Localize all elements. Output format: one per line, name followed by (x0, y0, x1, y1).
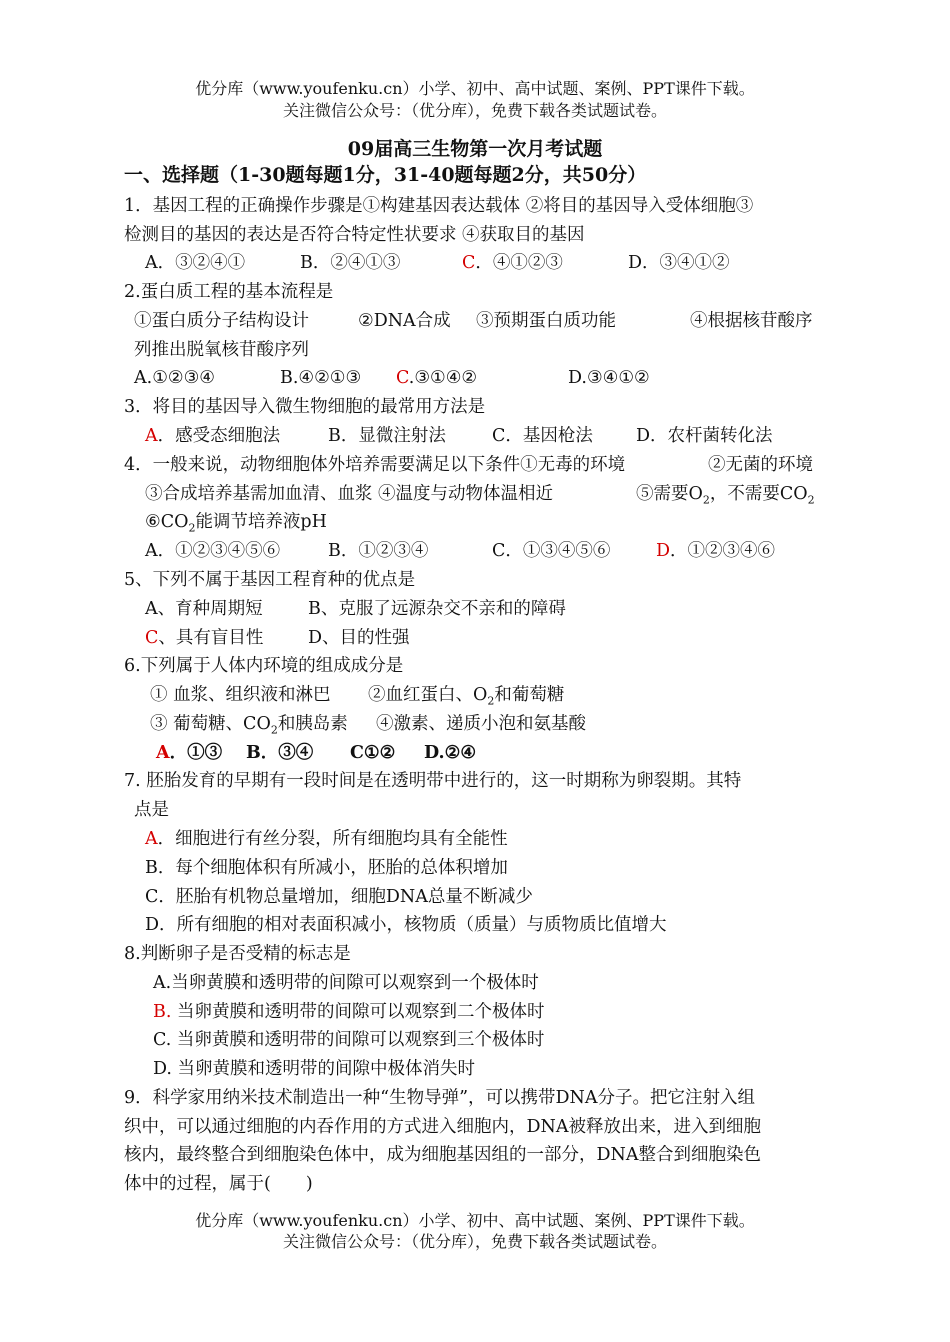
q4-option-c: C．①③④⑤⑥ (492, 541, 611, 561)
q1-option-a: A．③②④① (145, 253, 246, 273)
q6-item-1: ① 血浆、组织液和淋巴 (150, 685, 331, 705)
q4-stem-line-2: ③合成培养基需加血清、血浆 ④温度与动物体温相近 (145, 484, 554, 504)
q6-option-d: D.②④ (424, 743, 477, 763)
q4-stem-line-3: $⑥CO_2$能调节培养液pH (145, 512, 327, 535)
q4-option-b: B．①②③④ (328, 541, 429, 561)
q6-option-a: A．①③ (156, 743, 223, 763)
q3-option-b: B．显微注射法 (328, 426, 446, 446)
q2-item-1: ①蛋白质分子结构设计 (134, 311, 309, 331)
q8-option-d: D. 当卵黄膜和透明带的间隙中极体消失时 (153, 1059, 476, 1079)
q4-option-a: A．①②③④⑤⑥ (145, 541, 281, 561)
q3-option-c: C．基因枪法 (492, 426, 593, 446)
q9-stem-line-1: 9．科学家用纳米技术制造出一种“生物导弹”，可以携带DNA分子。把它注射入组 (124, 1088, 756, 1108)
q7-option-c: C．胚胎有机物总量增加，细胞DNA总量不断减少 (145, 887, 533, 907)
q5-option-d: D、目的性强 (308, 628, 410, 648)
q1-option-b: B．②④①③ (300, 253, 401, 273)
footer-line-2: 关注微信公众号：（优分库），免费下载各类试题试卷。 (282, 1232, 667, 1251)
q2-item-3: ③预期蛋白质功能 (476, 311, 616, 331)
answer-mark: A (145, 829, 158, 849)
q2-option-d: D.③④①② (568, 368, 650, 388)
q7-option-d: D．所有细胞的相对表面积减小，核物质（质量）与质物质比值增大 (145, 915, 667, 935)
q9-stem-line-4: 体中的过程，属于( ) (124, 1174, 313, 1194)
q3-option-a: A．感受态细胞法 (145, 426, 281, 446)
q3-stem: 3．将目的基因导入微生物细胞的最常用方法是 (124, 397, 486, 417)
q9-stem-line-3: 核内，最终整合到细胞染色体中，成为细胞基因组的一部分，DNA整合到细胞染色 (124, 1145, 761, 1165)
q6-item-2: ②血红蛋白、$O_2$和葡萄糖 (368, 685, 565, 708)
q2-item-2: ②DNA合成 (358, 311, 451, 331)
q7-option-b: B．每个细胞体积有所减小，胚胎的总体积增加 (145, 858, 508, 878)
q4-option-d: D．①②③④⑥ (656, 541, 776, 561)
answer-mark: D (656, 541, 671, 561)
q6-stem: 6.下列属于人体内环境的组成成分是 (124, 656, 404, 676)
q4-stem-line-1b: ②无菌的环境 (708, 455, 813, 475)
q5-option-b: B、克服了远源杂交不亲和的障碍 (308, 599, 566, 619)
q1-stem-line-2: 检测目的基因的表达是否符合特定性状要求 ④获取目的基因 (124, 225, 585, 245)
q2-item-4-cont: 列推出脱氧核苷酸序列 (134, 340, 309, 360)
q9-stem-line-2: 织中，可以通过细胞的内吞作用的方式进入细胞内，DNA被释放出来，进入到细胞 (124, 1117, 761, 1137)
q2-option-c: C.③①④② (396, 368, 478, 388)
header-line-2: 关注微信公众号：（优分库），免费下载各类试题试卷。 (282, 101, 667, 120)
q2-option-b: B.④②①③ (280, 368, 362, 388)
q3-option-d: D．农杆菌转化法 (636, 426, 773, 446)
q8-option-a: A.当卵黄膜和透明带的间隙可以观察到一个极体时 (153, 973, 539, 993)
q2-item-4: ④根据核苷酸序 (690, 311, 813, 331)
q5-stem: 5、下列不属于基因工程育种的优点是 (124, 570, 416, 590)
answer-mark: C (462, 253, 476, 273)
q5-option-c: C、具有盲目性 (145, 628, 264, 648)
q7-option-a: A．细胞进行有丝分裂，所有细胞均具有全能性 (145, 829, 508, 849)
answer-mark: A (145, 426, 158, 446)
q8-option-c: C. 当卵黄膜和透明带的间隙可以观察到三个极体时 (153, 1030, 545, 1050)
header-line-1: 优分库（www.youfenku.cn）小学、初中、高中试题、案例、PPT课件下载。 (195, 79, 755, 98)
q8-stem: 8.判断卵子是否受精的标志是 (124, 944, 351, 964)
q6-item-4: ④激素、递质小泡和氨基酸 (376, 714, 586, 734)
footer-line-1: 优分库（www.youfenku.cn）小学、初中、高中试题、案例、PPT课件下载。 (195, 1211, 755, 1230)
answer-mark: C (145, 628, 159, 648)
section-heading: 一、选择题（1-30题每题1分，31-40题每题2分，共50分） (124, 164, 647, 186)
q2-option-a: A.①②③④ (134, 368, 215, 388)
q1-option-c: C．④①②③ (462, 253, 563, 273)
q8-option-b: B. 当卵黄膜和透明带的间隙可以观察到二个极体时 (153, 1002, 545, 1022)
answer-mark: C (396, 368, 409, 388)
q7-stem-line-2: 点是 (134, 800, 169, 820)
q2-stem: 2.蛋白质工程的基本流程是 (124, 282, 334, 302)
q5-option-a: A、育种周期短 (145, 599, 263, 619)
q1-option-d: D．③④①② (628, 253, 730, 273)
page-title: 09届高三生物第一次月考试题 (347, 138, 603, 160)
q6-item-3: ③ 葡萄糖、$CO_2$和胰岛素 (150, 714, 348, 737)
q4-stem-line-2b: ⑤需要$O_2$，不需要$CO_2$ (636, 484, 815, 507)
answer-mark: B. (153, 1002, 172, 1022)
q6-option-c: C①② (350, 743, 396, 763)
q6-option-b: B．③④ (246, 743, 314, 763)
q7-stem-line-1: 7. 胚胎发育的早期有一段时间是在透明带中进行的，这一时期称为卵裂期。其特 (124, 771, 742, 791)
answer-mark: A (156, 743, 170, 763)
q4-stem-line-1: 4．一般来说，动物细胞体外培养需要满足以下条件①无毒的环境 (124, 455, 626, 475)
q1-stem-line-1: 1．基因工程的正确操作步骤是①构建基因表达载体 ②将目的基因导入受体细胞③ (124, 196, 754, 216)
